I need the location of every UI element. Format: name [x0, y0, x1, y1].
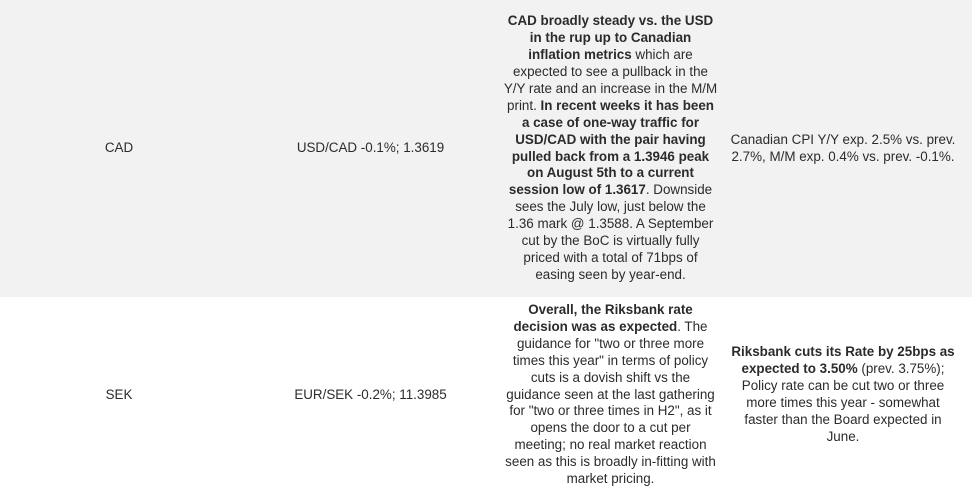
table-row-sek: [0, 297, 972, 493]
currency-cell: CAD: [104, 140, 134, 156]
event-text: Canadian CPI Y/Y exp. 2.5% vs. prev. 2.7%, M/M exp. 0.4% vs. prev. -0.1%.: [730, 131, 956, 164]
currency-cell: SEK: [105, 386, 133, 402]
event-bold: Riksbank cuts its Rate by 25bps as expected to 3.50%: [731, 344, 955, 377]
event-cell: [718, 344, 972, 445]
event-cell: [718, 132, 972, 166]
commentary-text: . The guidance for "two or three more times this year" in terms of policy cuts is a dovish shift vs the guidance seen at the last gathering for "two or three times in H2", as it opens the door to a cut per meeting; no real market reaction seen as this is broadly in-fitting with market pricing.: [505, 318, 716, 487]
event-text: (prev. 3.75%); Policy rate can be cut two or three more times this year - somewhat faster than the Board expected in June.: [741, 361, 945, 444]
commentary-text: which are expected to see a pullback in the Y/Y rate and an increase in the M/M print.: [503, 47, 718, 113]
commentary-cell: [503, 302, 718, 488]
commentary-bold-second: In recent weeks it has been a case of one-way traffic for USD/CAD with the pair having pulled back from a 1.3946 peak on August 5th to a current session low of 1.3617: [508, 97, 714, 198]
commentary-cell: [503, 13, 718, 284]
commentary-bold-lead: Overall, the Riksbank rate decision was as expected: [513, 302, 693, 334]
pair-price-cell: EUR/SEK -0.2%; 11.3985: [294, 386, 447, 402]
commentary-bold-lead: CAD broadly steady vs. the USD in the rup up to Canadian inflation metrics: [507, 13, 714, 63]
pair-price-cell: USD/CAD -0.1%; 1.3619: [296, 140, 445, 156]
commentary-text-second: . Downside sees the July low, just below the 1.36 mark @ 1.3588. A September cut by the BoC is virtually fully priced with a total of 71bps of easing seen by year-end.: [507, 182, 714, 282]
